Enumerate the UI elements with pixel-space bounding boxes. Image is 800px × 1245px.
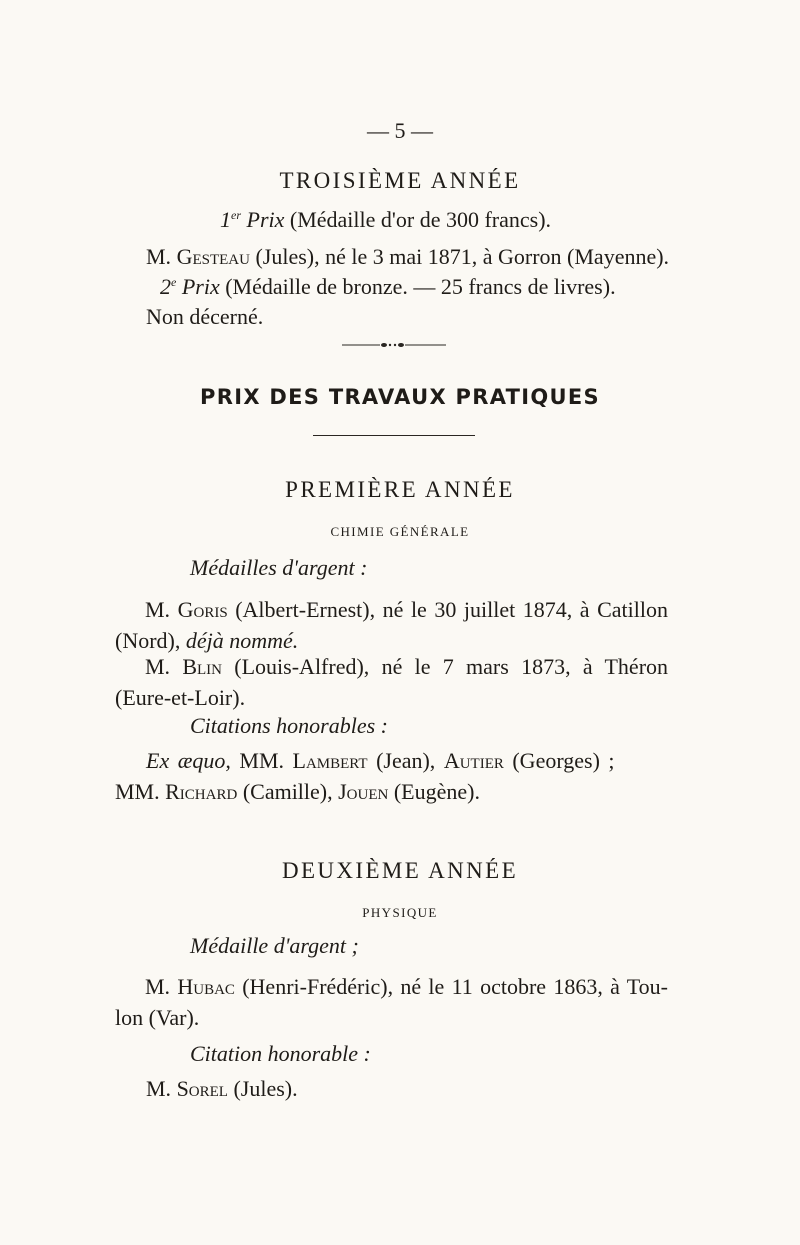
citation-prefix: MM. [115, 779, 160, 804]
citation-name-richard: Richard [165, 779, 238, 804]
section-heading-troisieme: TROISIÈME ANNÉE [279, 168, 521, 193]
subject-chimie: CHIMIE GÉNÉRALE [330, 524, 470, 539]
citations-line-2 [115, 777, 480, 807]
citation-name-jouen: Jouen [338, 779, 389, 804]
citation-label: Citation honorable : [190, 1041, 371, 1066]
winner-details: (Henri-Frédéric), né le 11 octobre 1863, à Tou- [242, 974, 669, 999]
winner-details: (Jules), né le 3 mai 1871, à Gorron (Mayenne). [255, 244, 670, 269]
citation-details: (Camille), [242, 779, 333, 804]
winner-continuation: (Nord), [115, 628, 181, 653]
citation-name-autier: Autier [443, 748, 504, 773]
winner-prefix: M. [146, 244, 172, 269]
citation-name-lambert: Lambert [292, 748, 368, 773]
winner-entry-hubac [115, 971, 668, 1033]
citation-details: (Eugène). [393, 779, 480, 804]
winner-name: Blin [182, 654, 223, 679]
winner-note: déjà nommé. [185, 628, 299, 653]
winner-line-gesteau [146, 242, 669, 272]
winner-continuation: lon (Var). [115, 1005, 200, 1030]
medals-label: Médailles d'argent : [190, 555, 368, 580]
citation-details: (Georges) ; [512, 748, 615, 773]
citation-details: (Jules). [233, 1076, 298, 1101]
citation-details: (Jean), [376, 748, 436, 773]
winner-name: Goris [177, 597, 228, 622]
winner-details: (Louis-Alfred), né le 7 mars 1873, à Théron [234, 654, 669, 679]
prize-details: (Médaille d'or de 300 francs). [289, 207, 552, 232]
page-number: — 5 — [367, 118, 433, 143]
prize-number: 2 [160, 274, 171, 299]
section-heading-deuxieme: DEUXIÈME ANNÉE [281, 858, 519, 883]
winner-entry-goris [115, 594, 668, 656]
prize-details: (Médaille de bronze. — 25 francs de livres). [225, 274, 616, 299]
citation-line-sorel [146, 1074, 298, 1104]
prize-label: Prix [181, 274, 220, 299]
winner-prefix: M. [145, 597, 171, 622]
winner-prefix: M. [145, 654, 171, 679]
main-title: PRIX DES TRAVAUX PRATIQUES [200, 385, 600, 409]
winner-details: (Albert-Ernest), né le 30 juillet 1874, à Catillon [235, 597, 669, 622]
section-heading-premiere: PREMIÈRE ANNÉE [285, 477, 515, 502]
citation-name-sorel: Sorel [176, 1076, 228, 1101]
winner-name: Hubac [177, 974, 235, 999]
prize-line-first [220, 205, 551, 235]
winner-prefix: M. [145, 974, 171, 999]
ornament-divider [342, 341, 446, 349]
winner-continuation: (Eure-et-Loir). [115, 685, 246, 710]
prize-label: Prix [246, 207, 285, 232]
citation-prefix: MM. [239, 748, 285, 773]
prize-ordinal: er [231, 208, 241, 222]
winner-entry-blin [115, 651, 668, 713]
prize-line-second [160, 272, 616, 302]
title-rule [313, 435, 475, 436]
citation-prefix: M. [146, 1076, 172, 1101]
not-awarded-text: Non décerné. [146, 304, 264, 329]
prize-ordinal: e [171, 275, 177, 289]
ex-aequo-text: Ex æquo, [146, 748, 231, 773]
citations-label: Citations honorables : [190, 713, 389, 738]
citations-line-1 [146, 746, 615, 776]
prize-number: 1 [220, 207, 231, 232]
medal-label: Médaille d'argent ; [190, 933, 359, 958]
winner-name: Gesteau [176, 244, 250, 269]
subject-physique: PHYSIQUE [362, 905, 438, 920]
